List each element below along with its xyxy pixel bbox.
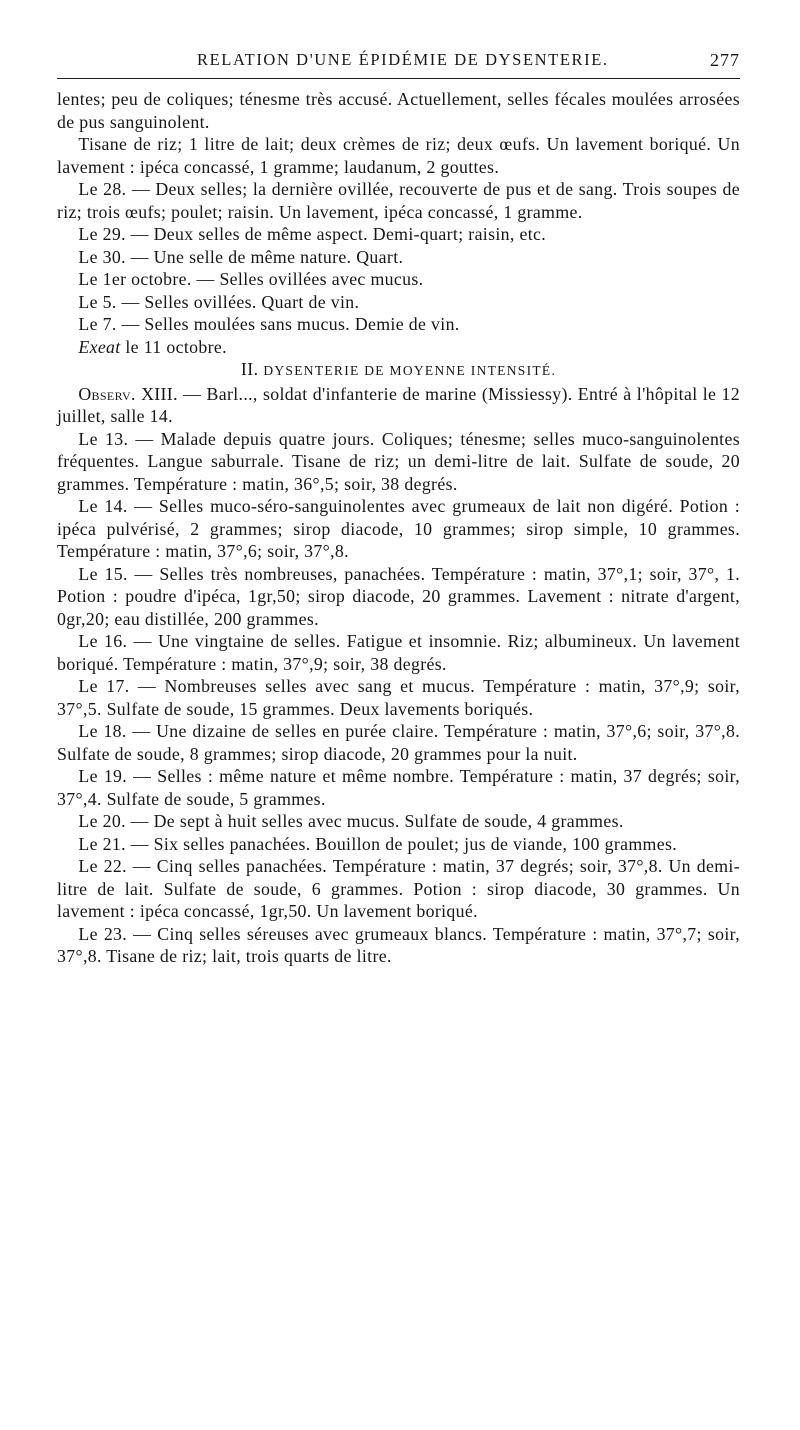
paragraph: Le 29. — Deux selles de même aspect. Demi-quart; raisin, etc. — [78, 224, 547, 244]
paragraph: Tisane de riz; 1 litre de lait; deux crèmes de riz; deux œufs. Un lavement boriqué. Un lavement : ipéca concassé, 1 gramme; laudanum, 2 gouttes. — [57, 134, 740, 177]
paragraph: Le 22. — Cinq selles panachées. Température : matin, 37 degrés; soir, 37°,8. Un demi-litre de lait. Sulfate de soude, 6 grammes. Potion : sirop diacode, 30 grammes. Un lavement : ipéca concassé, 1gr,50. Un lavement boriqué. — [57, 856, 740, 921]
exeat-word: Exeat — [78, 336, 121, 357]
paragraph: Le 30. — Une selle de même nature. Quart. — [78, 246, 404, 267]
paragraph: Le 5. — Selles ovillées. Quart de vin. — [78, 291, 360, 312]
section-number: II. — [240, 359, 259, 379]
paragraph: Le 13. — Malade depuis quatre jours. Coliques; ténesme; selles muco-sanguinolentes fréquentes. Langue saburrale. Tisane de riz; un demi-litre de lait. Sulfate de soude, 20 grammes. Température : matin, 36°,5; soir, 38 degrés. — [57, 428, 740, 494]
paragraph: Le 23. — Cinq selles séreuses avec grumeaux blancs. Température : matin, 37°,7; soir, 37°,8. Tisane de riz; lait, trois quarts de litre. — [57, 923, 740, 966]
observation-intro-text: XIII. — Barl..., soldat d'infanterie de marine (Missiessy). Entré à l'hôpital le 12 juillet, salle 14. — [57, 383, 740, 426]
body-text — [57, 88, 740, 968]
section-title: DYSENTERIE DE MOYENNE INTENSITÉ. — [263, 363, 557, 378]
exeat-line — [57, 336, 740, 359]
paragraph: Le 28. — Deux selles; la dernière ovillée, recouverte de pus et de sang. Trois soupes de riz; trois œufs; poulet; raisin. Un lavement, ipéca concassé, 1 gramme. — [57, 179, 740, 222]
paragraph: Le 14. — Selles muco-séro-sanguinolentes avec grumeaux de lait non digéré. Potion : ipéca pulvérisé, 2 grammes; sirop diacode, 10 grammes; sirop simple, 10 grammes. Température : matin, 37°,6; soir, 37°,8. — [57, 496, 740, 561]
paragraph: Le 21. — Six selles panachées. Bouillon de poulet; jus de viande, 100 grammes. — [78, 833, 678, 854]
running-head: RELATION D'UNE ÉPIDÉMIE DE DYSENTERIE. — [197, 50, 609, 69]
paragraph: Le 20. — De sept à huit selles avec mucus. Sulfate de soude, 4 grammes. — [78, 811, 624, 831]
header-rule — [57, 78, 740, 79]
section-heading — [57, 358, 740, 383]
page-number: 277 — [710, 50, 740, 70]
paragraph: Le 17. — Nombreuses selles avec sang et mucus. Température : matin, 37°,9; soir, 37°,5. Sulfate de soude, 15 grammes. Deux lavements boriqués. — [57, 676, 740, 719]
paragraph: Le 1er octobre. — Selles ovillées avec mucus. — [78, 269, 424, 289]
paragraph: Le 15. — Selles très nombreuses, panachées. Température : matin, 37°,1; soir, 37°, 1. Potion : poudre d'ipéca, 1gr,50; sirop diacode, 20 grammes. Lavement : nitrate d'argent, 0gr,20; eau distillée, 200 grammes. — [57, 563, 740, 629]
paragraph: Le 7. — Selles moulées sans mucus. Demie de vin. — [78, 314, 460, 334]
observation-label: Observ. — [78, 383, 136, 404]
exeat-date: le 11 octobre. — [120, 336, 227, 357]
paragraph: Le 16. — Une vingtaine de selles. Fatigue et insomnie. Riz; albumineux. Un lavement boriqué. Température : matin, 37°,9; soir, 38 degrés. — [57, 631, 740, 674]
page-header — [57, 50, 740, 74]
paragraph: Le 18. — Une dizaine de selles en purée claire. Température : matin, 37°,6; soir, 37°,8. Sulfate de soude, 8 grammes; sirop diacode, 20 grammes pour la nuit. — [57, 721, 740, 764]
observation-intro — [57, 383, 740, 428]
paragraph: Le 19. — Selles : même nature et même nombre. Température : matin, 37 degrés; soir, 37°,4. Sulfate de soude, 5 grammes. — [57, 766, 740, 809]
paragraph: lentes; peu de coliques; ténesme très accusé. Actuellement, selles fécales moulées arrosées de pus sanguinolent. — [57, 89, 740, 132]
